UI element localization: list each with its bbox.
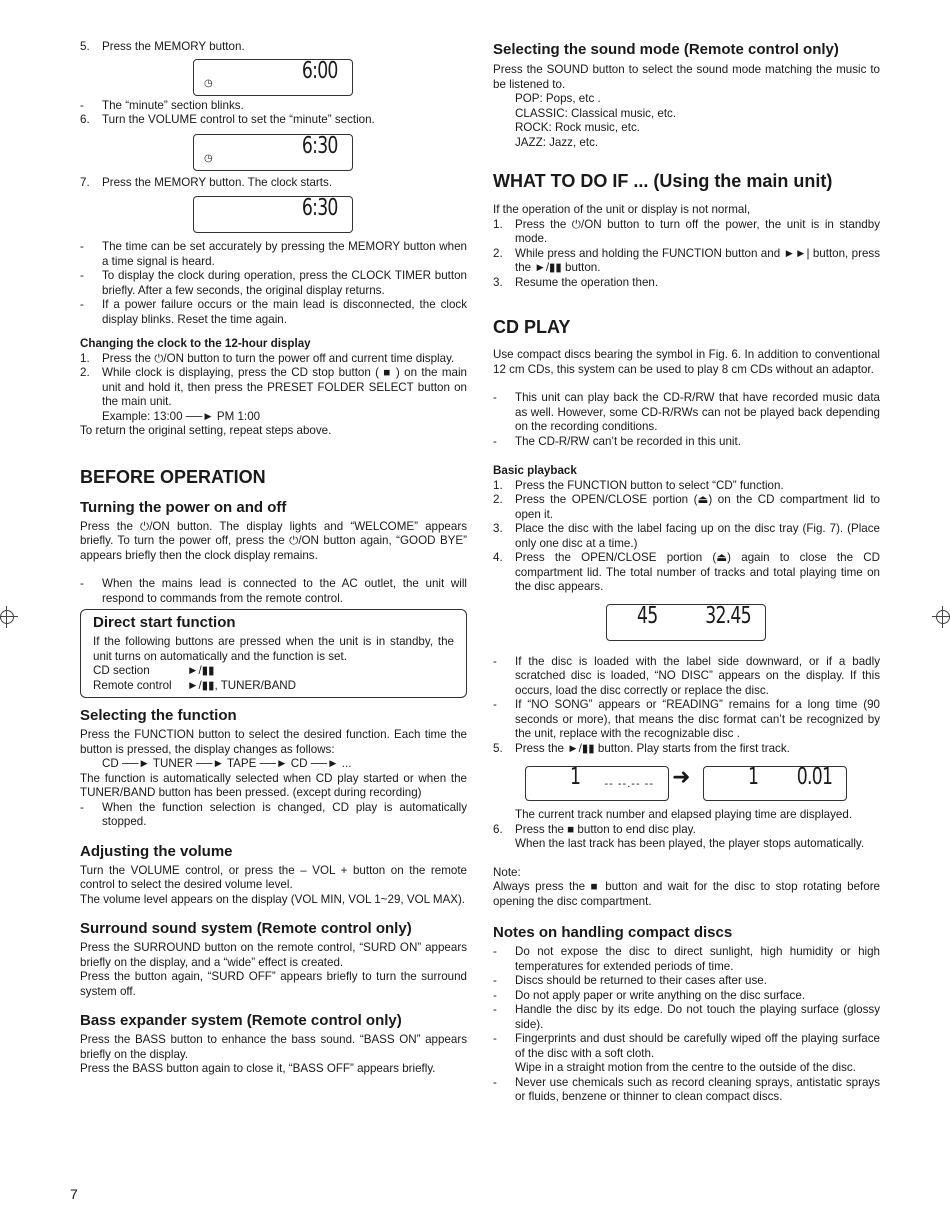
handling-item: - Do not expose the disc to direct sunlight, high humidity or high temperatures for extended periods of time. (493, 945, 880, 973)
handling-item: - Never use chemicals such as record cleaning sprays, antistatic sprays or fluids, benzene or thinner to clean compact discs. (493, 1075, 880, 1103)
cd-display-before (525, 766, 669, 801)
sound-mode-item: CLASSIC: Classical music, etc. (515, 106, 677, 120)
direct-start-box (80, 609, 467, 698)
display-time: 6:30 (302, 195, 338, 221)
before-operation-heading: BEFORE OPERATION (80, 466, 266, 487)
display-time: 6:30 (302, 132, 338, 159)
direct-start-heading: Direct start function (93, 614, 236, 631)
cd-note: - The CD-R/RW can’t be recorded in this unit. (493, 434, 741, 448)
registration-mark-right (936, 610, 950, 624)
note-item: - To display the clock during operation, press the CLOCK TIMER button briefly. After a few seconds, the original display returns. (80, 269, 467, 297)
clock-display-2 (193, 134, 353, 171)
display-track: 1 (570, 764, 581, 790)
clock12-step-2: 2. While clock is displaying, press the CD stop button ( ■ ) on the main unit and hold it, then press the PRESET FOLDER SELECT button on the main unit. (80, 366, 467, 408)
volume-heading: Adjusting the volume (80, 842, 233, 860)
what-to-do-step: 1. Press the ⏻/ON button to turn off the power, the unit is in standby mode. (493, 217, 880, 245)
cd-section-row: CD section ►/▮▮ (93, 664, 215, 677)
function-text: Press the FUNCTION button to select the desired function. Each time the button is pressed, the display changes as follows: (80, 728, 467, 756)
basic-step: 4. Press the OPEN/CLOSE portion (⏏) again to close the CD compartment lid. The total number of tracks and total playing time on the disc appears. (493, 551, 880, 593)
sound-mode-text: Press the SOUND button to select the sound mode matching the music to be listened to. (493, 63, 880, 91)
function-sequence: CD ──► TUNER ──► TAPE ──► CD ──► ... (102, 757, 352, 770)
arrow-icon: ➜ (672, 765, 691, 790)
display-tracks: 45 (637, 602, 658, 629)
surround-heading: Surround sound system (Remote control only) (80, 920, 412, 937)
clock12-example: Example: 13:00 ──► PM 1:00 (102, 409, 261, 423)
clock12-step-1: 1. Press the ⏻/ON button to turn the power off and current time display. (80, 351, 455, 365)
right-column (493, 40, 880, 1105)
volume-text: Turn the VOLUME control, or press the – VOL + button on the remote control to select the desired volume level. (80, 863, 467, 891)
last-track-text: When the last track has been played, the player stops automatically. (515, 837, 865, 850)
display-track: 1 (748, 764, 759, 790)
display-elapsed-time: 0.01 (796, 764, 832, 790)
what-to-do-text: If the operation of the unit or display is not normal, (493, 203, 751, 216)
wipe-text: Wipe in a straight motion from the centre to the outside of the disc. (515, 1061, 856, 1074)
handling-item: - Fingerprints and dust should be carefully wiped off the playing surface of the disc with a soft cloth. (493, 1032, 880, 1060)
volume-text-2: The volume level appears on the display (VOL MIN, VOL 1~29, VOL MAX). (80, 892, 466, 906)
what-to-do-heading: WHAT TO DO IF ... (Using the main unit) (493, 171, 833, 191)
note-label: Note: (493, 865, 521, 879)
display-total-time: 32.45 (705, 602, 751, 629)
bass-text: Press the BASS button to enhance the bass sound. “BASS ON” appears briefly on the display. (80, 1033, 467, 1061)
left-column (80, 40, 467, 1077)
handling-heading: Notes on handling compact discs (493, 924, 733, 941)
cd-play-heading: CD PLAY (493, 317, 571, 337)
basic-step: 1. Press the FUNCTION button to select “CD” function. (493, 478, 784, 492)
disc-note: - If “NO SONG” appears or “READING” remains for a long time (90 seconds or more), that means the disc format can’t be recognized by the unit, replace with the recognizable disc . (493, 698, 880, 740)
direct-start-text: If the following buttons are pressed when the unit is in standby, the unit turns on automatically and the function is set. (93, 635, 454, 663)
clock-icon: ◷ (204, 78, 213, 89)
power-heading: Turning the power on and off (80, 498, 287, 516)
power-text: Press the ⏻/ON button. The display lights and “WELCOME” appears briefly. To turn the power off, press the ⏻/ON button again, “GOOD BYE” appears briefly then the clock display remains. (80, 519, 467, 562)
handling-item: - Do not apply paper or write anything on the disc surface. (493, 988, 806, 1002)
basic-step-5: 5. Press the ►/▮▮ button. Play starts from the first track. (493, 741, 790, 755)
what-to-do-step: 2. While press and holding the FUNCTION button and ►►| button, press the ►/▮▮ button. (493, 246, 880, 274)
cd-note: - This unit can play back the CD-R/RW that have recorded music data as well. However, some CD-R/RWs can not be played back depending on the recording conditions. (493, 391, 880, 433)
function-heading: Selecting the function (80, 707, 237, 724)
step-7: 7. Press the MEMORY button. The clock starts. (80, 175, 333, 189)
handling-item: - Handle the disc by its edge. Do not touch the playing surface (glossy side). (493, 1003, 880, 1031)
display-time: 6:00 (302, 57, 338, 84)
clock-icon: ◷ (204, 153, 213, 164)
basic-step-6: 6. Press the ■ button to end disc play. (493, 822, 696, 836)
basic-step: 3. Place the disc with the label facing up on the disc tray (Fig. 7). (Place only one disc at a time.) (493, 522, 880, 550)
bass-heading: Bass expander system (Remote control only) (80, 1012, 402, 1029)
cd-display-after (703, 766, 847, 801)
return-original-text: To return the original setting, repeat steps above. (80, 424, 332, 437)
sound-mode-heading: Selecting the sound mode (Remote control only) (493, 41, 839, 58)
sound-mode-item: ROCK: Rock music, etc. (515, 121, 640, 134)
what-to-do-step: 3. Resume the operation then. (493, 275, 659, 289)
surround-text: Press the SURROUND button on the remote control, “SURD ON” appears briefly on the display, and a “wide” effect is created. (80, 941, 467, 969)
clock-display-1 (193, 59, 353, 96)
note-item: - The time can be set accurately by pressing the MEMORY button when a time signal is heard. (80, 240, 467, 268)
sound-mode-item: POP: Pops, etc . (515, 92, 601, 105)
handling-item: - Discs should be returned to their cases after use. (493, 974, 767, 987)
bass-text-2: Press the BASS button again to close it, “BASS OFF” appears briefly. (80, 1062, 436, 1075)
page-number: 7 (70, 1186, 78, 1202)
cd-total-display (606, 604, 766, 641)
surround-text-2: Press the button again, “SURD OFF” appears briefly to turn the surround system off. (80, 970, 467, 998)
step-6: 6. Turn the VOLUME control to set the “minute” section. (80, 113, 375, 126)
function-note: - When the function selection is changed, CD play is automatically stopped. (80, 800, 467, 828)
display-time-blank: -- --.-- -- (604, 778, 654, 790)
note-text: Always press the ■ button and wait for the disc to stop rotating before opening the disc compartment. (493, 880, 880, 908)
remote-control-row: Remote control ►/▮▮, TUNER/BAND (93, 678, 297, 692)
mains-note: - When the mains lead is connected to the AC outlet, the unit will respond to commands from the remote control. (80, 577, 467, 605)
clock-display-3 (193, 196, 353, 233)
basic-step: 2. Press the OPEN/CLOSE portion (⏏) on the CD compartment lid to open it. (493, 493, 880, 521)
current-track-text: The current track number and elapsed playing time are displayed. (515, 808, 853, 821)
registration-mark-left (0, 610, 14, 624)
disc-note: - If the disc is loaded with the label side downward, or if a badly scratched disc is loaded, “NO DISC” appears on the display. If this occurs, load the disc correctly or replace the disc. (493, 654, 880, 697)
clock12-heading: Changing the clock to the 12-hour display (80, 337, 311, 350)
cd-play-text: Use compact discs bearing the symbol in Fig. 6. In addition to conventional 12 cm CDs, this system can be used to play 8 cm CDs without an adaptor. (493, 348, 880, 376)
basic-playback-heading: Basic playback (493, 464, 577, 477)
function-text-2: The function is automatically selected when CD play started or when the TUNER/BAND button has been pressed. (except during recording) (80, 771, 467, 799)
note-minute-blinks: - The “minute” section blinks. (80, 98, 244, 112)
playback-displays (493, 766, 880, 802)
note-item: - If a power failure occurs or the main lead is disconnected, the clock display blinks. Reset the time again. (80, 298, 467, 326)
step-5: 5. Press the MEMORY button. (80, 40, 245, 53)
sound-mode-item: JAZZ: Jazz, etc. (515, 135, 599, 149)
